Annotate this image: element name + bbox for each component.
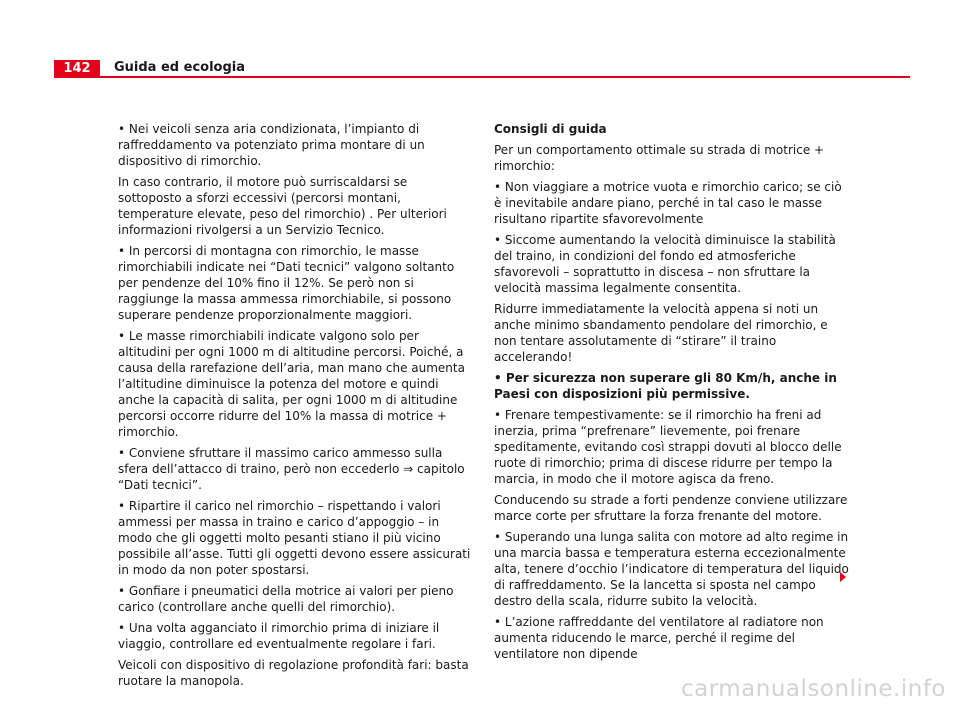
header-divider [96,76,910,78]
paragraph: • Frenare tempestivamente: se il rimorchio ha freni ad inerzia, prima “prefrenare” lievemente, poi frenare speditamente, evitando così strappi dovuti al blocco delle ruote di rimorchio; prima di discese ridurre per tempo la marcia, in modo che il motore agisca da freno. [494,408,842,486]
paragraph: • Siccome aumentando la velocità diminuisce la stabilità del traino, in condizioni del fondo ed atmosferiche sfavorevoli – soprattutto in discesa – non sfruttare la velocità massima legalmente consentita. [494,233,836,295]
paragraph: • Nei veicoli senza aria condizionata, l’impianto di raffreddamento va potenziato prima montare di un dispositivo di rimorchio. [118,122,425,168]
paragraph: • Non viaggiare a motrice vuota e rimorchio carico; se ciò è inevitabile andare piano, perché in tal caso le masse risultano ripartite sfavorevolmente [494,180,842,226]
paragraph: • Una volta agganciato il rimorchio prima di iniziare il viaggio, controllare ed eventualmente regolare i fari. [118,621,440,651]
paragraph: • Conviene sfruttare il massimo carico ammesso sulla sfera dell’attacco di traino, però non eccederlo ⇒ capitolo “Dati tecnici”. [118,446,465,492]
page-number: 142 [54,60,100,78]
continue-arrow-icon [840,572,846,582]
warning-paragraph: • Per sicurezza non superare gli 80 Km/h, anche in Paesi con disposizioni più permissive. [494,371,837,401]
section-title: Guida ed ecologia [114,60,246,75]
section-heading: Consigli di guida [494,122,607,136]
paragraph: • Le masse rimorchiabili indicate valgono solo per altitudini per ogni 1000 m di altitudine percorsi. Poiché, a causa della rarefazione dell’aria, man mano che aumenta l’altitudine diminuisce la potenza del motore e quindi anche la capacità di salita, per ogni 1000 m di altitudine percorsi occorre ridurre del 10% la massa di motrice + rimorchio. [118,329,465,439]
paragraph: • Gonfiare i pneumatici della motrice ai valori per pieno carico (controllare anche quelli del rimorchio). [118,584,454,614]
paragraph: In caso contrario, il motore può surriscaldarsi se sottoposto a sforzi eccessivi (percorsi montani, temperature elevate, peso del rimorchio) . Per ulteriori informazioni rivolgersi a un Servizio Tecnico. [118,175,447,237]
paragraph: Ridurre immediatamente la velocità appena si noti un anche minimo sbandamento pendolare del rimorchio, e non tentare assolutamente di “stirare” il traino accelerando! [494,302,828,364]
paragraph: • L’azione raffreddante del ventilatore al radiatore non aumenta riducendo le marce, perché il regime del ventilatore non dipende [494,615,824,661]
watermark-text: carmanualsonline.info [680,676,946,702]
right-column [494,121,849,667]
paragraph: Veicoli con dispositivo di regolazione profondità fari: basta ruotare la manopola. [118,658,469,688]
left-column [118,121,474,694]
paragraph: • In percorsi di montagna con rimorchio, le masse rimorchiabili indicate nei “Dati tecnici” valgono soltanto per pendenze del 10% fino il 12%. Se però non si raggiunge la massa ammessa rimorchiabile, si possono superare pendenze proporzionalmente maggiori. [118,244,455,322]
paragraph: • Superando una lunga salita con motore ad alto regime in una marcia bassa e temperatura esterna eccezionalmente alta, tenere d’occhio l’indicatore di temperatura del liquido di raffreddamento. Se la lancetta si sposta nel campo destro della scala, ridurre subito la velocità. [494,530,849,608]
paragraph: Conducendo su strade a forti pendenze conviene utilizzare marce corte per sfruttare la forza frenante del motore. [494,493,848,523]
paragraph: • Ripartire il carico nel rimorchio – rispettando i valori ammessi per massa in traino e carico d’appoggio – in modo che gli oggetti molto pesanti stiano il più vicino possibile all’asse. Tutti gli oggetti devono essere assicurati in modo da non poter spostarsi. [118,499,471,577]
page-header [50,56,910,78]
paragraph: Per un comportamento ottimale su strada di motrice + rimorchio: [494,143,825,173]
